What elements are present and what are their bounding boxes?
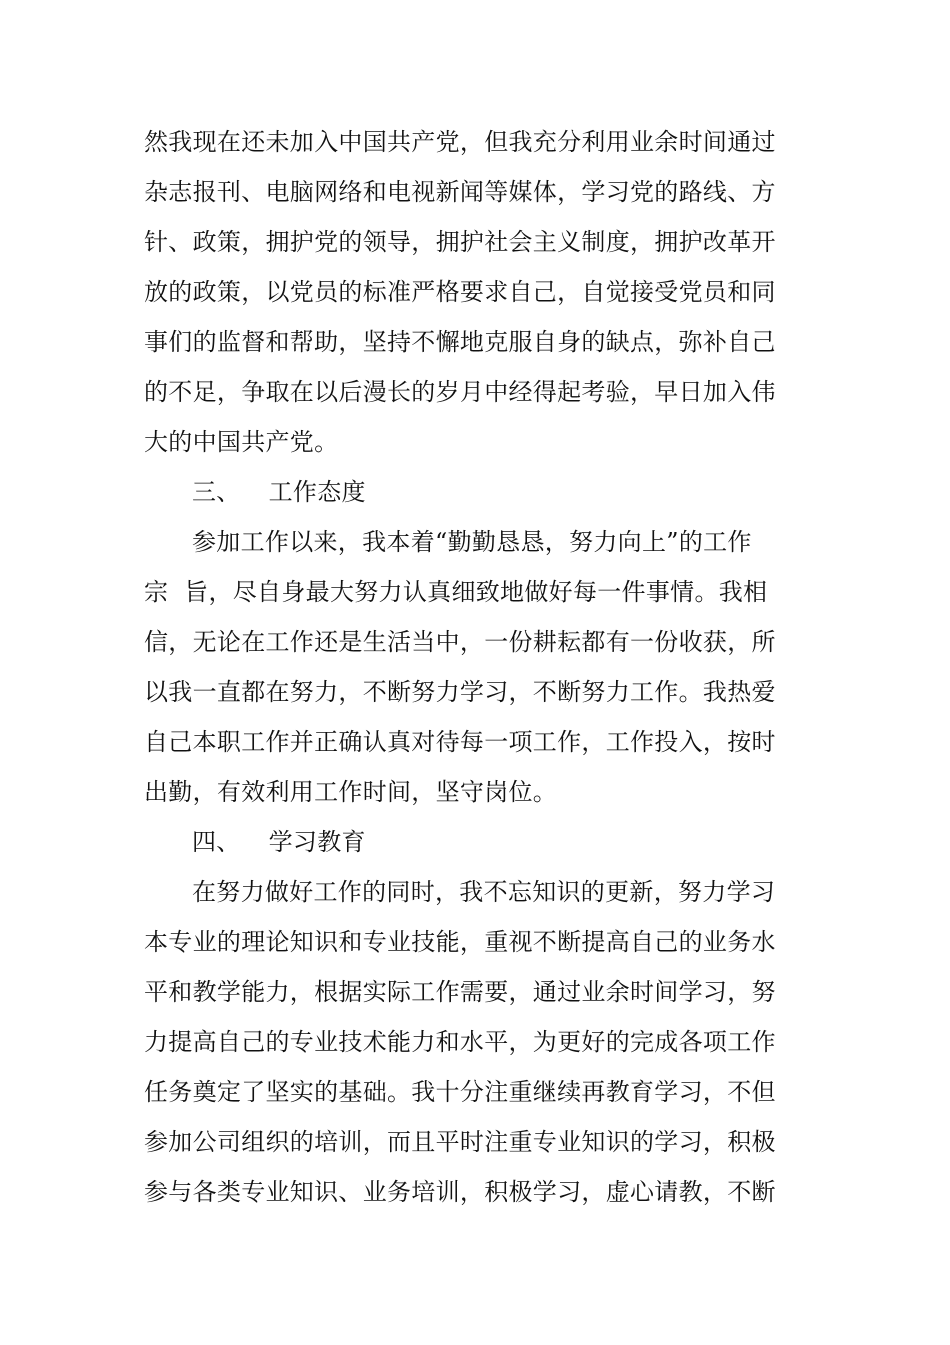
paragraph-line: 杂志报刊、电脑网络和电视新闻等媒体，学习党的路线、方 [144, 178, 776, 206]
paragraph-line: 力提高自己的专业技术能力和水平，为更好的完成各项工作 [144, 1028, 776, 1056]
paragraph-line: 事们的监督和帮助，坚持不懈地克服自身的缺点，弥补自己 [144, 328, 776, 356]
paragraph-line: 然我现在还未加入中国共产党，但我充分利用业余时间通过 [144, 128, 776, 156]
paragraph-line: 参加工作以来，我本着“勤勤恳恳，努力向上”的工作 [192, 528, 752, 556]
section-number: 四、 [192, 828, 241, 856]
paragraph-line: 的不足，争取在以后漫长的岁月中经得起考验，早日加入伟 [144, 378, 776, 406]
paragraph-line: 本专业的理论知识和专业技能，重视不断提高自己的业务水 [144, 928, 776, 956]
paragraph-line: 放的政策，以党员的标准严格要求自己，自觉接受党员和同 [144, 278, 776, 306]
paragraph-line: 自己本职工作并正确认真对待每一项工作，工作投入，按时 [144, 728, 776, 756]
paragraph-line: 任务奠定了坚实的基础。我十分注重继续再教育学习，不但 [144, 1078, 776, 1106]
section-title: 学习教育 [268, 828, 366, 856]
paragraph-line: 以我一直都在努力，不断努力学习，不断努力工作。我热爱 [144, 678, 776, 706]
paragraph-line: 针、政策，拥护党的领导，拥护社会主义制度，拥护改革开 [144, 228, 776, 256]
paragraph-line: 参与各类专业知识、业务培训，积极学习，虚心请教，不断 [144, 1178, 776, 1206]
section-heading [192, 476, 366, 508]
paragraph-line: 出勤，有效利用工作时间，坚守岗位。 [144, 778, 558, 806]
paragraph-line: 信，无论在工作还是生活当中，一份耕耘都有一份收获，所 [144, 628, 776, 656]
paragraph-line: 在努力做好工作的同时，我不忘知识的更新，努力学习 [192, 878, 776, 906]
paragraph-line: 参加公司组织的培训，而且平时注重专业知识的学习，积极 [144, 1128, 776, 1156]
section-number: 三、 [192, 478, 241, 506]
paragraph-line: 大的中国共产党。 [144, 428, 339, 456]
section-title: 工作态度 [268, 478, 366, 506]
paragraph-line: 平和教学能力，根据实际工作需要，通过业余时间学习，努 [144, 978, 776, 1006]
paragraph-line: 宗 旨，尽自身最大努力认真细致地做好每一件事情。我相 [144, 578, 768, 606]
section-heading [192, 826, 366, 858]
